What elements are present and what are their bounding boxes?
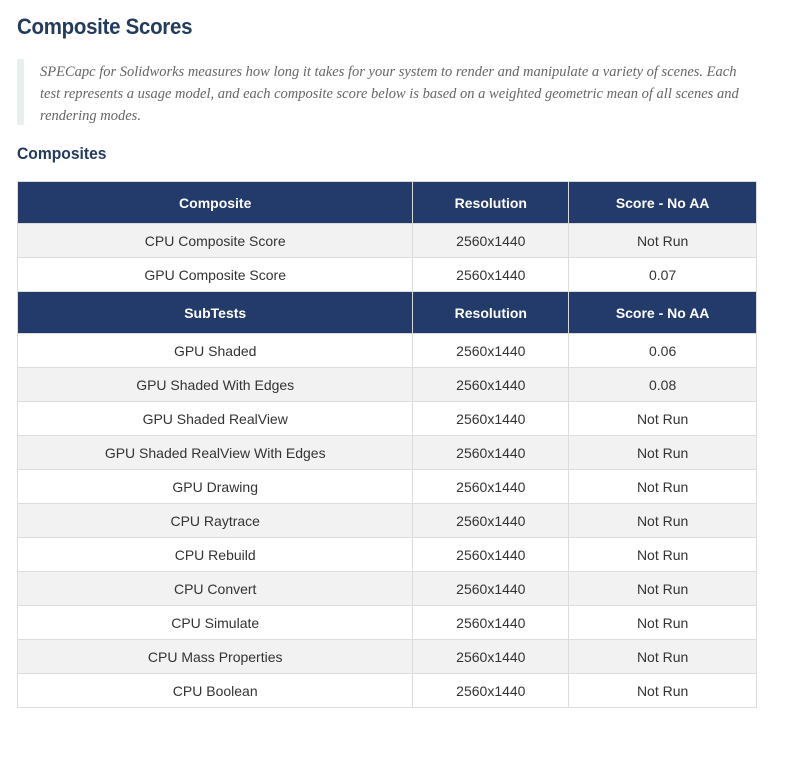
cell-name: CPU Raytrace xyxy=(18,504,413,538)
cell-resolution: 2560x1440 xyxy=(413,368,569,402)
description-text: SPECapc for Solidworks measures how long it takes for your system to render and manipulate a variety of scenes. Each test represents a usage model, and each composite score below is based on a weighted geometric mean of all scenes and rendering modes. xyxy=(40,64,739,124)
cell-score: Not Run xyxy=(569,436,757,470)
table-row xyxy=(18,504,757,538)
cell-resolution: 2560x1440 xyxy=(413,572,569,606)
cell-name: GPU Shaded RealView With Edges xyxy=(18,436,413,470)
header-score: Score - No AA xyxy=(569,182,757,224)
cell-score: Not Run xyxy=(569,674,757,708)
subtests-header-row xyxy=(18,292,757,334)
section-title-composites: Composites xyxy=(17,144,107,163)
cell-resolution: 2560x1440 xyxy=(413,674,569,708)
table-row xyxy=(18,436,757,470)
header-resolution: Resolution xyxy=(413,292,569,334)
cell-score: Not Run xyxy=(569,402,757,436)
cell-score: Not Run xyxy=(569,572,757,606)
cell-resolution: 2560x1440 xyxy=(413,606,569,640)
cell-name: CPU Rebuild xyxy=(18,538,413,572)
table-row xyxy=(18,368,757,402)
cell-resolution: 2560x1440 xyxy=(413,224,569,258)
cell-score: Not Run xyxy=(569,504,757,538)
cell-resolution: 2560x1440 xyxy=(413,538,569,572)
cell-score: 0.07 xyxy=(569,258,757,292)
table-row xyxy=(18,572,757,606)
cell-name: GPU Composite Score xyxy=(18,258,413,292)
header-score: Score - No AA xyxy=(569,292,757,334)
header-subtests: SubTests xyxy=(18,292,413,334)
header-composite: Composite xyxy=(18,182,413,224)
results-table xyxy=(17,181,757,708)
description-blockquote xyxy=(17,59,757,125)
cell-name: GPU Shaded With Edges xyxy=(18,368,413,402)
cell-resolution: 2560x1440 xyxy=(413,334,569,368)
cell-resolution: 2560x1440 xyxy=(413,504,569,538)
cell-score: Not Run xyxy=(569,640,757,674)
cell-resolution: 2560x1440 xyxy=(413,470,569,504)
table-row xyxy=(18,402,757,436)
cell-name: CPU Convert xyxy=(18,572,413,606)
page-title: Composite Scores xyxy=(17,14,193,39)
table-row xyxy=(18,334,757,368)
table-row xyxy=(18,224,757,258)
cell-name: CPU Boolean xyxy=(18,674,413,708)
composites-header-row xyxy=(18,182,757,224)
cell-resolution: 2560x1440 xyxy=(413,640,569,674)
cell-score: Not Run xyxy=(569,606,757,640)
table-row xyxy=(18,470,757,504)
cell-resolution: 2560x1440 xyxy=(413,258,569,292)
table-row xyxy=(18,606,757,640)
cell-name: GPU Drawing xyxy=(18,470,413,504)
cell-name: CPU Composite Score xyxy=(18,224,413,258)
cell-score: Not Run xyxy=(569,470,757,504)
cell-name: GPU Shaded RealView xyxy=(18,402,413,436)
cell-name: CPU Mass Properties xyxy=(18,640,413,674)
cell-name: CPU Simulate xyxy=(18,606,413,640)
table-row xyxy=(18,674,757,708)
table-row xyxy=(18,258,757,292)
table-row xyxy=(18,640,757,674)
cell-score: Not Run xyxy=(569,224,757,258)
cell-score: 0.08 xyxy=(569,368,757,402)
cell-score: 0.06 xyxy=(569,334,757,368)
cell-name: GPU Shaded xyxy=(18,334,413,368)
header-resolution: Resolution xyxy=(413,182,569,224)
cell-resolution: 2560x1440 xyxy=(413,402,569,436)
table-row xyxy=(18,538,757,572)
cell-score: Not Run xyxy=(569,538,757,572)
cell-resolution: 2560x1440 xyxy=(413,436,569,470)
